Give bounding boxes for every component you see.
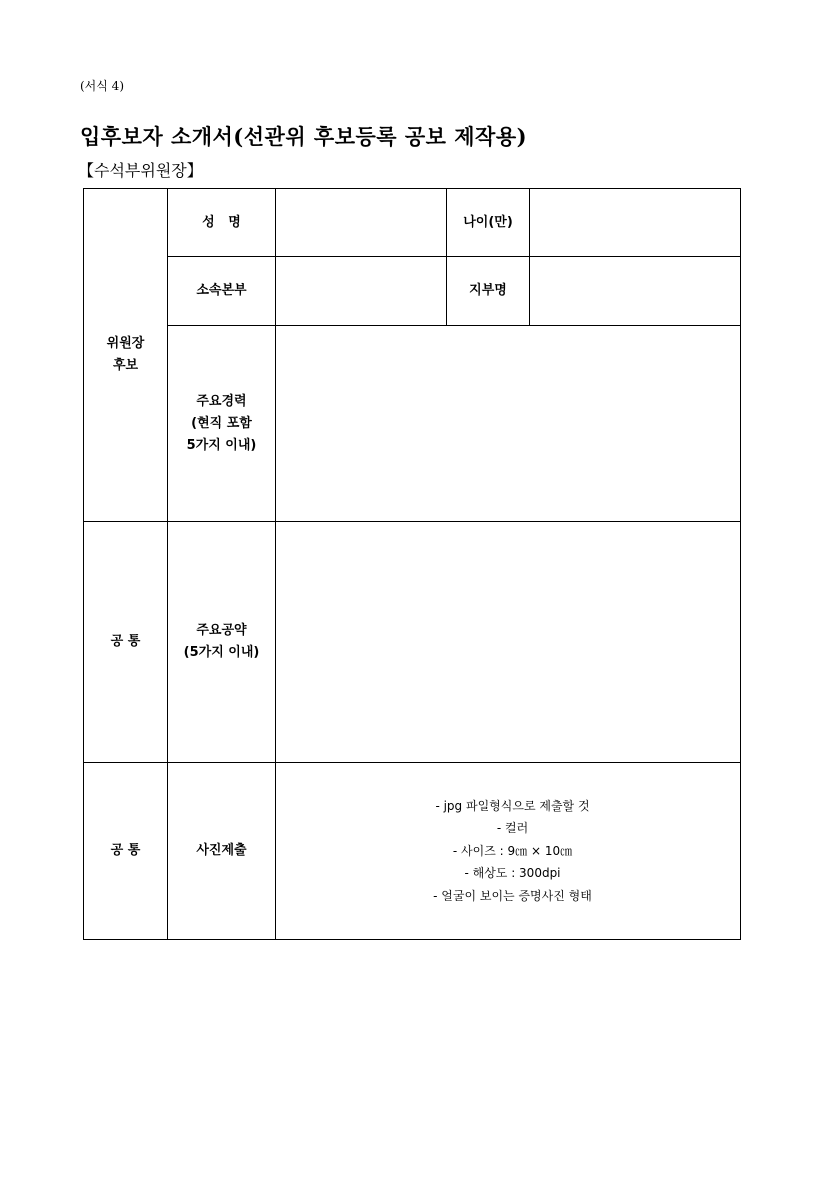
document-title: 입후보자 소개서(선관위 후보등록 공보 제작용): [80, 124, 528, 149]
name-field[interactable]: [276, 189, 447, 257]
table-row: [84, 326, 741, 522]
age-label: 나이(만): [447, 189, 530, 257]
candidate-form-table: [83, 188, 741, 940]
career-label-line-3: 5가지 이내): [186, 437, 257, 453]
candidate-group-line-2: 후보: [112, 358, 139, 373]
candidate-group-label: [84, 189, 168, 522]
pledges-label: [168, 522, 276, 763]
list-item: - 사이즈 : 9㎝ × 10㎝: [452, 843, 573, 858]
career-field[interactable]: [276, 326, 741, 522]
chapter-label: 지부명: [447, 257, 530, 326]
document-subtitle: 【수석부위원장】: [78, 161, 203, 180]
list-item: - 해상도 : 300dpi: [464, 866, 561, 881]
pledges-field[interactable]: [276, 522, 741, 763]
photo-label: 사진제출: [168, 763, 276, 940]
table-row: [84, 763, 741, 940]
photo-requirements-list: [276, 795, 740, 908]
common-group-label-2: 공 통: [84, 763, 168, 940]
table-row: [84, 257, 741, 326]
table-row: [84, 189, 741, 257]
common-group-label-1: 공 통: [84, 522, 168, 763]
form-number: (서식 4): [80, 79, 124, 93]
career-label: [168, 326, 276, 522]
table-row: [84, 522, 741, 763]
career-label-line-2: (현직 포함: [191, 415, 252, 431]
name-label: 성 명: [168, 189, 276, 257]
age-field[interactable]: [530, 189, 741, 257]
list-item: - jpg 파일형식으로 제출할 것: [435, 798, 590, 813]
pledges-label-line-2: (5가지 이내): [183, 645, 260, 660]
list-item: - 컬러: [496, 821, 529, 836]
photo-requirements-cell: [276, 763, 741, 940]
candidate-group-line-1: 위원장: [106, 336, 145, 351]
career-label-line-1: 주요경력: [196, 393, 247, 409]
branch-field[interactable]: [276, 257, 447, 326]
branch-label: 소속본부: [168, 257, 276, 326]
pledges-label-line-1: 주요공약: [196, 623, 247, 638]
chapter-field[interactable]: [530, 257, 741, 326]
list-item: - 얼굴이 보이는 증명사진 형태: [433, 888, 592, 903]
